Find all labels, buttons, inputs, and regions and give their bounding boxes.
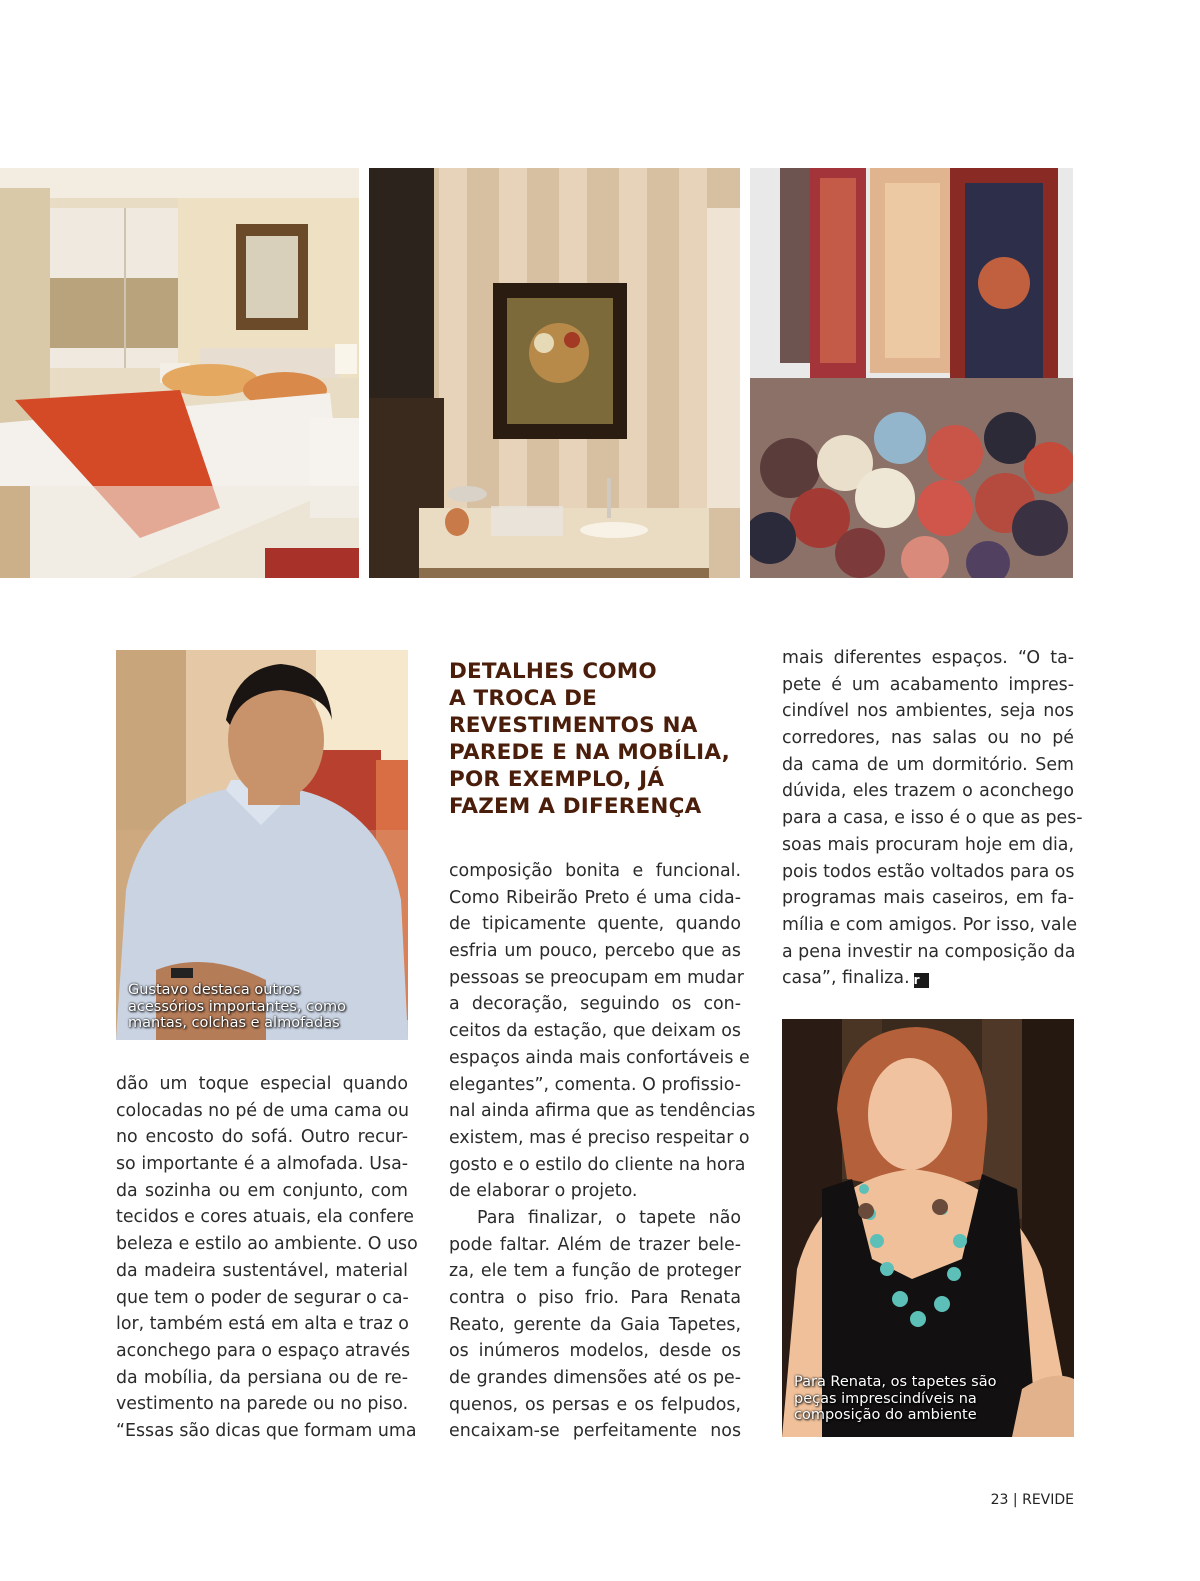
text-line: esfria um pouco, percebo que as — [449, 941, 741, 962]
text-line: da cama de um dormitório. Sem — [782, 754, 1074, 775]
headline-line: REVESTIMENTOS NA — [449, 713, 698, 738]
text-line: ceitos da estação, que deixam os — [449, 1021, 741, 1042]
caption-gustavo — [128, 982, 346, 1032]
text-line: Como Ribeirão Preto é uma cida- — [449, 887, 741, 908]
caption-gustavo-line: Gustavo destaca outros — [128, 982, 301, 998]
text-line: pete é um acabamento impres- — [782, 674, 1074, 695]
headline-line: A TROCA DE — [449, 686, 598, 711]
text-line: Reato, gerente da Gaia Tapetes, — [449, 1314, 741, 1335]
closing-text: casa”, finaliza. — [782, 968, 910, 989]
text-line: a decoração, seguindo os con- — [449, 994, 741, 1015]
text-line: de grandes dimensões até os pe- — [449, 1368, 741, 1389]
text-line: de tipicamente quente, quando — [449, 914, 741, 935]
caption-gustavo-line: acessórios importantes, como — [128, 998, 346, 1015]
caption-renata-line: peças imprescindíveis na — [794, 1390, 977, 1407]
text-line: para a casa, e isso é o que as pes- — [782, 808, 1083, 829]
text-line: pois todos estão voltados para os — [782, 861, 1075, 882]
text-line: pode faltar. Além de trazer bele- — [449, 1234, 741, 1255]
rugs-photo — [750, 168, 1073, 578]
text-line: da mobília, da persiana ou de re- — [116, 1367, 408, 1388]
text-line: colocadas no pé de uma cama ou — [116, 1100, 410, 1121]
caption-renata — [794, 1374, 996, 1424]
article-column-1 — [116, 1071, 418, 1445]
page-number: 23 — [990, 1492, 1009, 1508]
text-line: tecidos e cores atuais, ela confere — [116, 1207, 414, 1228]
bedroom-photo — [0, 168, 359, 578]
text-line: quenos, os persas e os felpudos, — [449, 1394, 741, 1415]
caption-renata-line: Para Renata, os tapetes são — [794, 1374, 997, 1390]
text-line-final — [782, 965, 1074, 992]
article-column-2 — [449, 858, 756, 1445]
text-line: corredores, nas salas ou no pé — [782, 728, 1074, 749]
text-line: cindível nos ambientes, seja nos — [782, 701, 1074, 722]
text-line: espaços ainda mais confortáveis e — [449, 1047, 750, 1068]
text-line: dão um toque especial quando — [116, 1074, 408, 1094]
text-line: lor, também está em alta e traz o — [116, 1314, 409, 1335]
caption-renata-line: composição do ambiente — [794, 1407, 977, 1423]
text-line: soas mais procuram hoje em dia, — [782, 834, 1074, 855]
text-line: composição bonita e funcional. — [449, 861, 741, 881]
text-line: beleza e estilo ao ambiente. O uso — [116, 1234, 418, 1255]
folio-separator: | — [1012, 1492, 1018, 1508]
text-line: da sozinha ou em conjunto, com — [116, 1180, 408, 1201]
text-line: gosto e o estilo do cliente na hora — [449, 1154, 746, 1175]
text-line: os inúmeros modelos, desde os — [449, 1341, 741, 1362]
article-column-3 — [782, 645, 1083, 992]
text-line: “Essas são dicas que formam uma — [116, 1420, 417, 1441]
text-line: nal ainda afirma que as tendências — [449, 1101, 756, 1122]
text-line: pessoas se preocupam em mudar — [449, 967, 744, 988]
headline-line: DETALHES COMO — [449, 659, 657, 684]
text-line: vestimento na parede ou no piso. — [116, 1394, 409, 1415]
text-line: encaixam-se perfeitamente nos — [449, 1421, 741, 1442]
pull-quote-headline — [449, 658, 749, 820]
lavabo-photo — [369, 168, 740, 578]
text-line: programas mais caseiros, em fa- — [782, 888, 1074, 909]
headline-line: PAREDE E NA MOBÍLIA, — [449, 740, 730, 765]
text-line: Para finalizar, o tapete não — [477, 1207, 741, 1228]
text-line: mais diferentes espaços. “O ta- — [782, 648, 1074, 668]
text-line: dúvida, eles trazem o aconchego — [782, 781, 1074, 802]
caption-gustavo-line: mantas, colchas e almofadas — [128, 1015, 340, 1031]
headline-line: FAZEM A DIFERENÇA — [449, 794, 702, 819]
magazine-name: REVIDE — [1022, 1492, 1074, 1508]
text-line: elegantes”, comenta. O profissio- — [449, 1074, 741, 1095]
text-line: aconchego para o espaço através — [116, 1340, 411, 1361]
text-line: no encosto do sofá. Outro recur- — [116, 1127, 408, 1148]
headline-line: POR EXEMPLO, JÁ — [449, 767, 665, 792]
text-line: a pena investir na composição da — [782, 941, 1076, 962]
text-line: contra o piso frio. Para Renata — [449, 1288, 741, 1308]
text-line: existem, mas é preciso respeitar o — [449, 1127, 750, 1148]
page-folio — [990, 1492, 1074, 1508]
text-line: de elaborar o projeto. — [449, 1181, 638, 1202]
text-line: so importante é a almofada. Usa- — [116, 1154, 408, 1175]
end-mark-icon: r — [914, 973, 929, 988]
text-line: da madeira sustentável, material — [116, 1260, 408, 1281]
text-line: za, ele tem a função de proteger — [449, 1261, 741, 1282]
text-line: mília e com amigos. Por isso, vale — [782, 914, 1078, 935]
text-line: que tem o poder de segurar o ca- — [116, 1287, 409, 1308]
